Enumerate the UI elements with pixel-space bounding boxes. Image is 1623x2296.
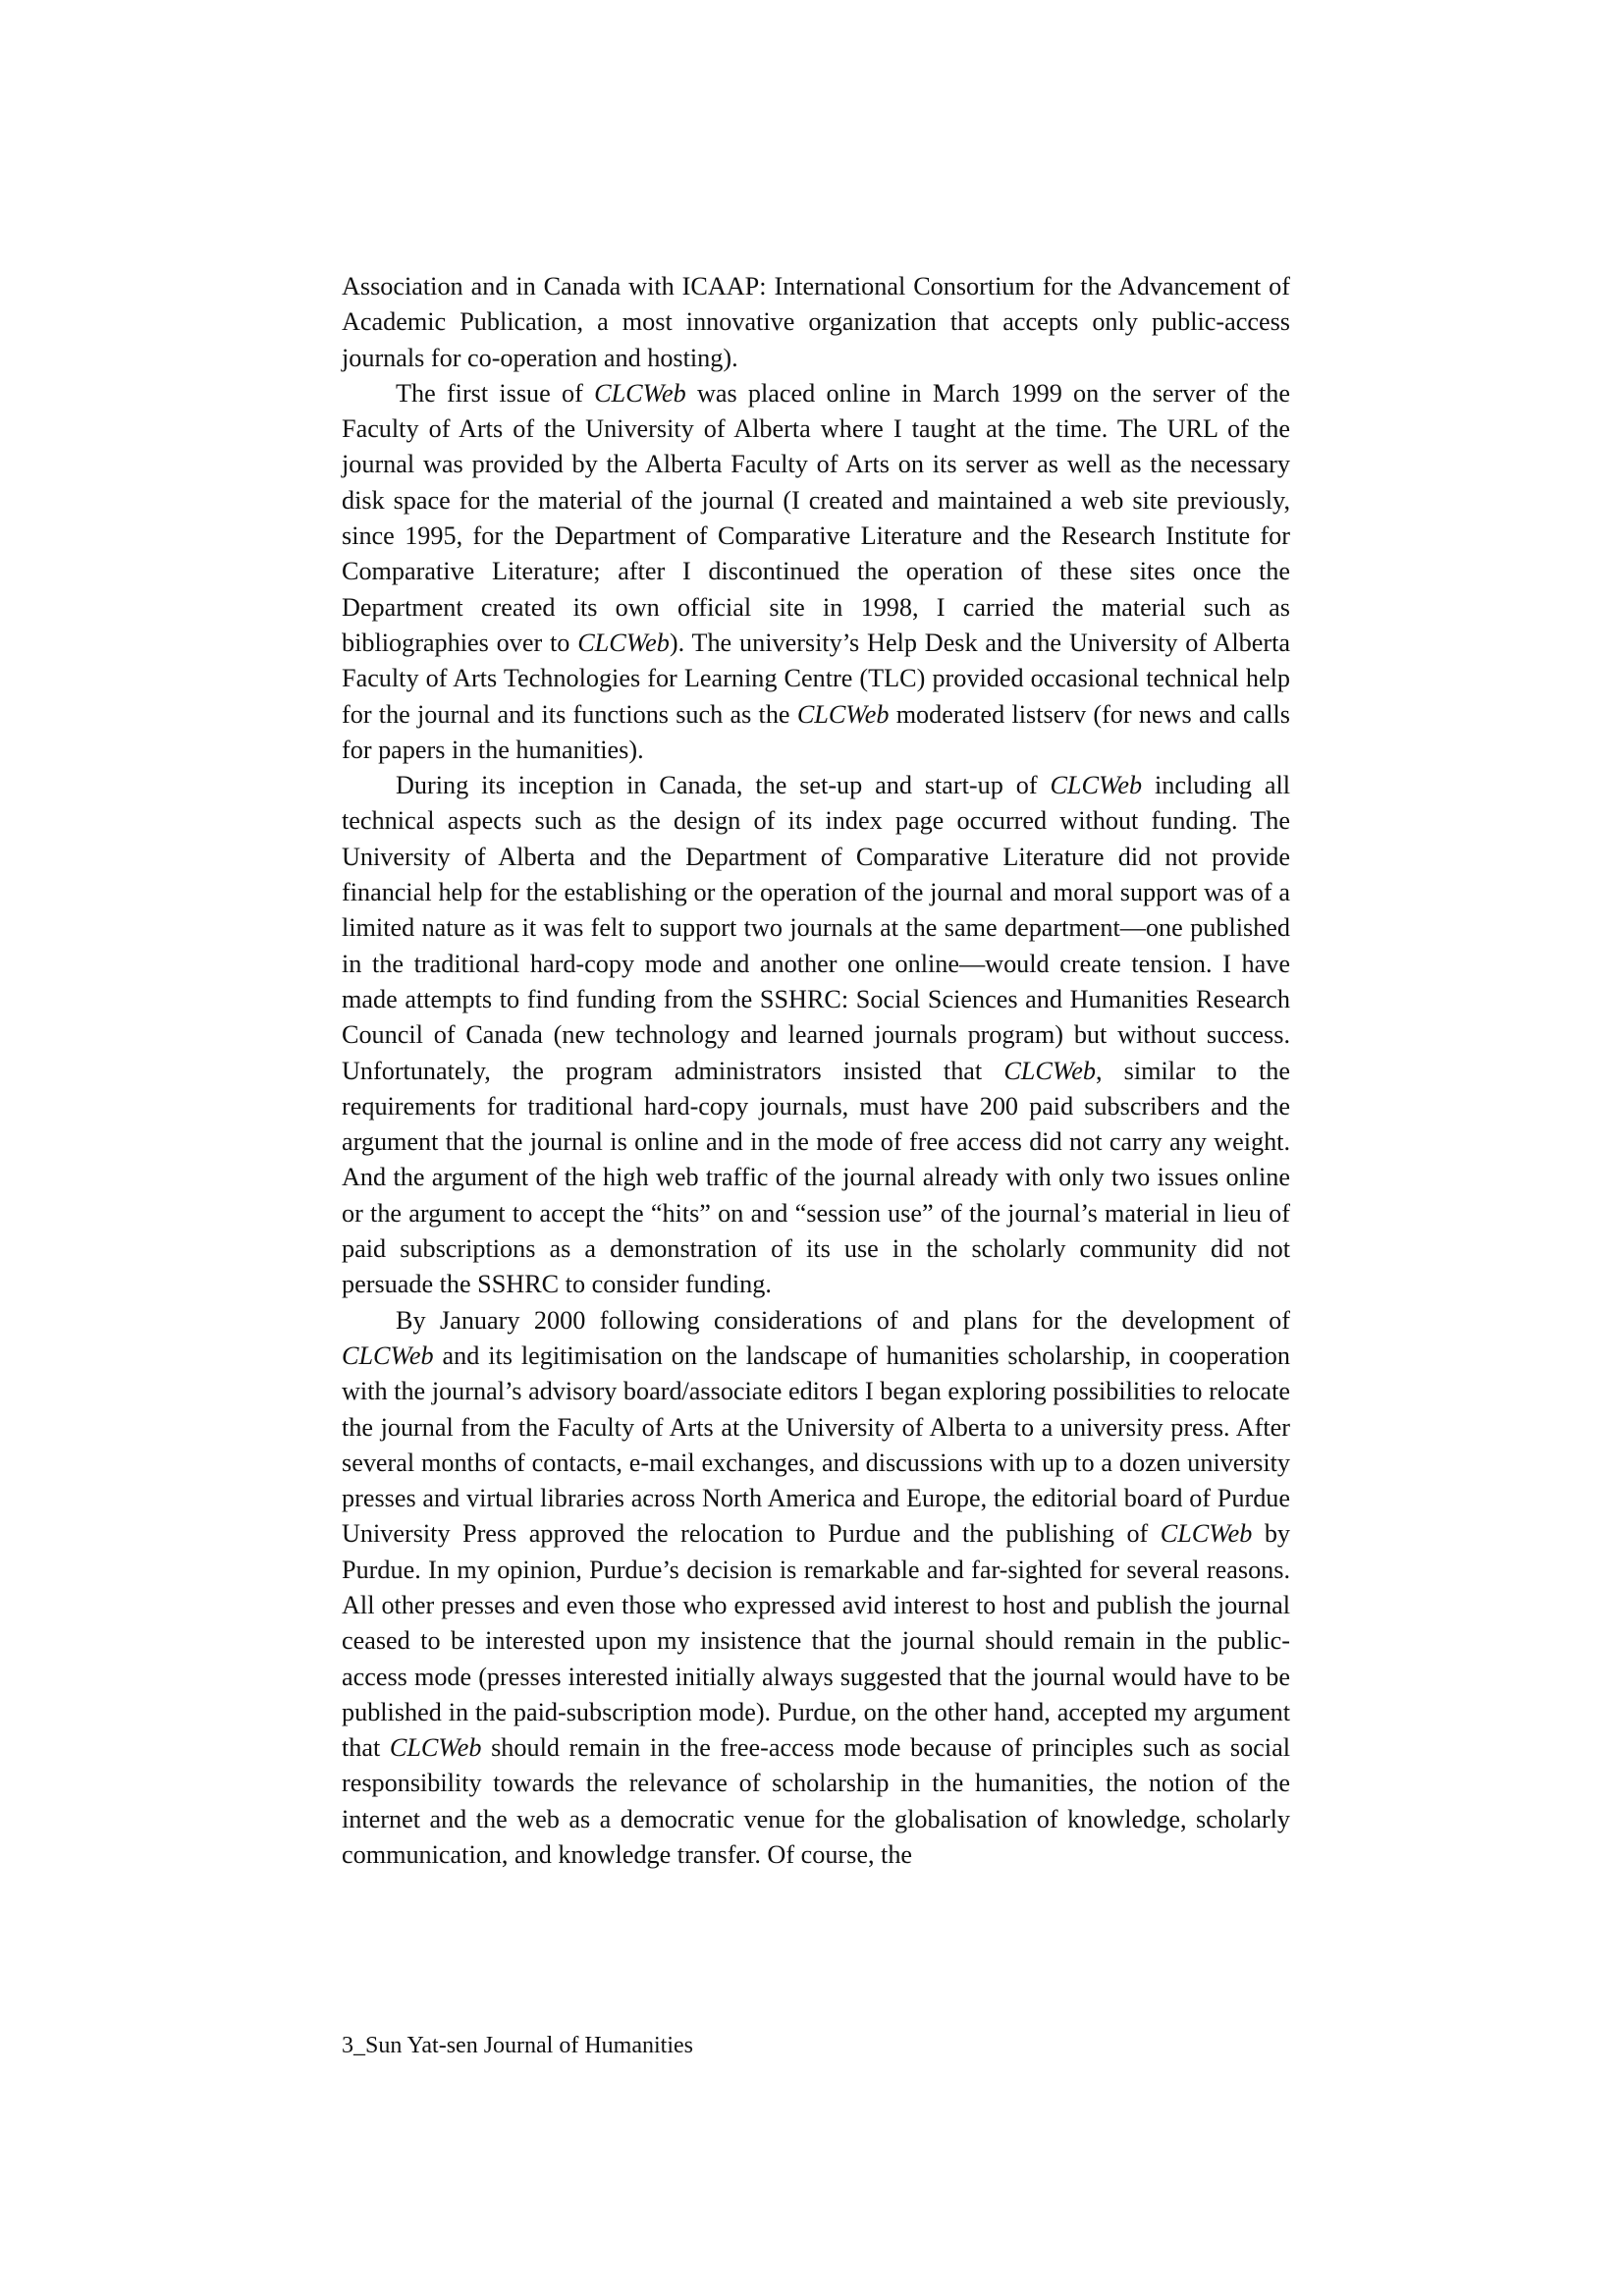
text-segment: and its legitimisation on the landscape of humanities scholarship, in cooperation with the journal’s advisory board/associate editors I began exploring possibilities to relocate the journal from the Faculty of Arts at the University of Alberta to a university press. After several months of contacts, e-mail exchanges, and discussions with up to a dozen university presses and virtual libraries across North America and Europe, the editorial board of Purdue University Press approved the relocation to Purdue and the publishing of (342, 1340, 1290, 1549)
page-footer: 3_Sun Yat-sen Journal of Humanities (342, 2033, 693, 2058)
text-segment: Association and in Canada with ICAAP: International Consortium for the Advancement of Academic Publication, a most innovative organization that accepts only public-access journals for co-operation and hosting). (342, 272, 1290, 372)
journal-title-italic: CLCWeb (796, 699, 890, 729)
text-segment: was placed online in March 1999 on the server of the Faculty of Arts of the University of Alberta where I taught at the time. The URL of the journal was provided by the Alberta Faculty of Arts on its server as well as the necessary disk space for the material of the journal (I created and maintained a web site previously, since 1995, for the Department of Comparative Literature and the Research Institute for Comparative Literature; after I discontinued the operation of these sites once the Department created its own official site in 1998, I carried the material such as bibliographies over to (342, 378, 1290, 657)
journal-title-italic: CLCWeb (342, 1340, 434, 1370)
paragraph-2 (342, 376, 1290, 768)
journal-title-italic: CLCWeb (389, 1733, 482, 1763)
journal-title-italic: CLCWeb (577, 628, 670, 657)
journal-title-italic: CLCWeb (1160, 1519, 1253, 1549)
text-segment: ). The university’s Help Desk and the University of Alberta Faculty of Arts Technologies for Learning Centre (TLC) provided occasional technical help for the journal and its functions such as the (342, 628, 1290, 729)
text-segment: should remain in the free-access mode because of principles such as social responsibility towards the relevance of scholarship in the humanities, the notion of the internet and the web as a democratic venue for the globalisation of knowledge, scholarly communication, and knowledge transfer. Of course, the (342, 1733, 1290, 1870)
text-segment: , similar to the requirements for traditional hard-copy journals, must have 200 paid subscribers and the argument that the journal is online and in the mode of free access did not carry any weight. And the argument of the high web traffic of the journal already with only two issues online or the argument to accept the “hits” on and “session use” of the journal’s material in lieu of paid subscriptions as a demonstration of its use in the scholarly community did not persuade the SSHRC to consider funding. (342, 1056, 1290, 1299)
journal-title-italic: CLCWeb (1003, 1056, 1096, 1085)
journal-title-italic: CLCWeb (594, 378, 686, 408)
text-segment: The first issue of (396, 378, 595, 408)
text-segment: moderated listserv (for news and calls for papers in the humanities). (342, 699, 1290, 764)
text-segment: By January 2000 following considerations of and plans for the development of (396, 1305, 1290, 1335)
text-segment: including all technical aspects such as the design of its index page occurred without funding. The University of Alberta and the Department of Comparative Literature did not provide financial help for the establishing or the operation of the journal and moral support was of a limited nature as it was felt to support two journals at the same department—one published in the traditional hard-copy mode and another one online—would create tension. I have made attempts to find funding from the SSHRC: Social Sciences and Humanities Research Council of Canada (new technology and learned journals program) but without success. Unfortunately, the program administrators insisted that (342, 771, 1290, 1085)
text-segment: by Purdue. In my opinion, Purdue’s decision is remarkable and far-sighted for several reasons. All other presses and even those who expressed avid interest to host and publish the journal ceased to be interested upon my insistence that the journal should remain in the public-access mode (presses interested initially always suggested that the journal would have to be published in the paid-subscription mode). Purdue, on the other hand, accepted my argument that (342, 1519, 1291, 1763)
paragraph-4 (342, 1303, 1290, 1874)
body-text (342, 269, 1290, 1873)
journal-title-italic: CLCWeb (1050, 771, 1143, 800)
paragraph-3 (342, 768, 1290, 1302)
text-segment: During its inception in Canada, the set-up and start-up of (396, 771, 1051, 800)
paragraph-1 (342, 269, 1290, 376)
